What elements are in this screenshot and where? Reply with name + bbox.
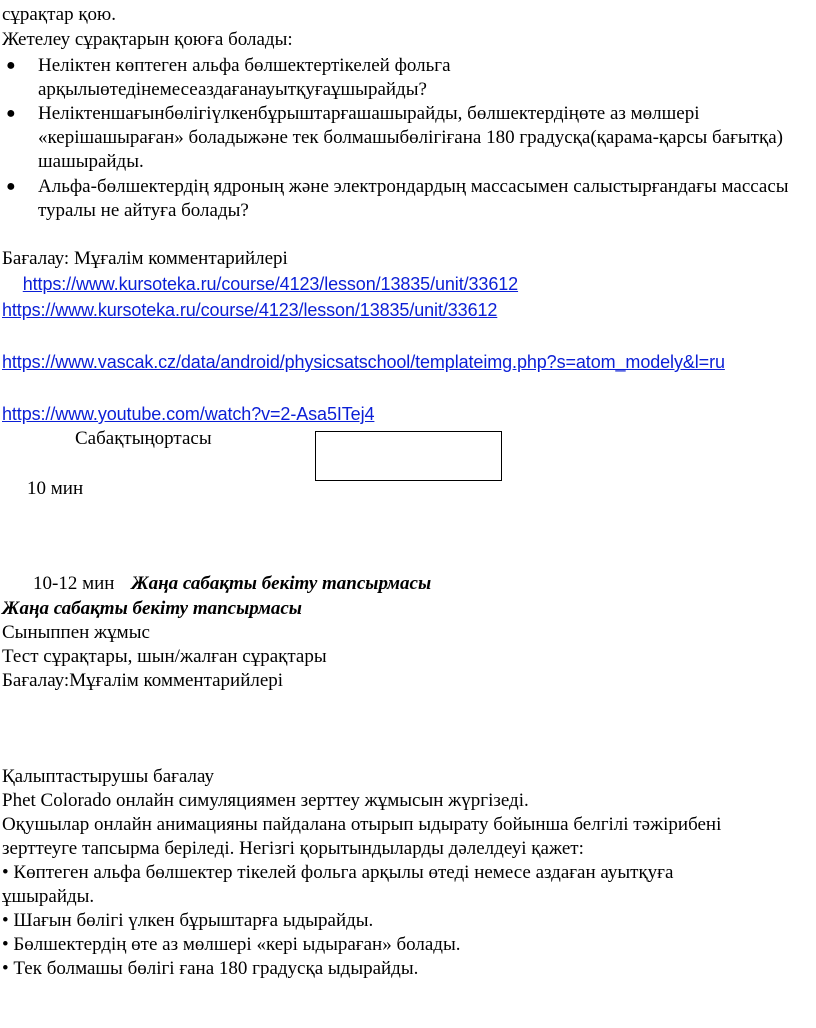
lesson-middle-label: Сабақтыңортасы: [75, 428, 212, 449]
link-row-3: [2, 350, 725, 375]
link-kursoteka-1[interactable]: https://www.kursoteka.ru/course/4123/lesson/13835/unit/33612: [22, 274, 519, 294]
link-row-1: [2, 272, 518, 297]
text-line-leading-questions: Жетелеу сұрақтарын қоюға болады:: [2, 29, 293, 50]
conclusion-3: • Бөлшектердің өте аз мөлшері «кері ыдыраған» болады.: [2, 934, 461, 955]
assessment-line: Бағалау: Мұғалім комментарийлері: [2, 248, 288, 269]
conclusion-1: • Көптеген альфа бөлшектер тікелей фольга арқылы өтеді немесе аздаған ауытқуға: [2, 862, 674, 883]
link-row-2: [2, 298, 497, 323]
bullet-dot-icon: ●: [6, 57, 16, 74]
bullet-text: Альфа-бөлшектердің ядроның және электрондардың массасымен салыстырғандағы массасы туралы не айтуға болады?: [38, 176, 789, 221]
link-kursoteka-2[interactable]: https://www.kursoteka.ru/course/4123/lesson/13835/unit/33612: [2, 300, 498, 320]
test-questions-line: Тест сұрақтары, шын/жалған сұрақтары: [2, 646, 327, 667]
bullet-text: Неліктен көптеген альфа бөлшектертікелей фольга арқылыөтедінемесеаздағанауытқуғаұшырайды?: [38, 55, 451, 100]
class-work-line: Сыныппен жұмыс: [2, 622, 150, 643]
students-line-2: зерттеуге тапсырма беріледі. Негізгі қорытындыларды дәлелдеуі қажет:: [2, 838, 584, 859]
students-line-1: Оқушылар онлайн анимацияны пайдалана отырып ыдырату бойынша белгілі тәжірибені: [2, 814, 722, 835]
bullet-dot-icon: ●: [6, 105, 16, 122]
link-vascak[interactable]: https://www.vascak.cz/data/android/physicsatschool/templateimg.php?s=atom_modely&l=ru: [2, 352, 725, 372]
time-task-row: [33, 572, 431, 596]
assessment-line-2: Бағалау:Мұғалім комментарийлері: [2, 670, 284, 691]
formative-assessment: Қалыптастырушы бағалау: [2, 766, 214, 787]
time-10-12-min: 10-12 мин: [33, 573, 115, 594]
bullet-text: Неліктеншағынбөлігіүлкенбұрыштарғашашырайды, бөлшектердіңөте аз мөлшері «керішашыраған» боладыжәне тек болмашыбөлігіғана 180 градусқа(қарама-қарсы бағытқа) шашырайды.: [38, 103, 783, 172]
bullet-dot-icon: ●: [6, 178, 16, 195]
text-line-questions: сұрақтар қою.: [2, 4, 116, 25]
phet-line: Phet Colorado онлайн симуляциямен зерттеу жұмысын жүргізеді.: [2, 790, 529, 811]
conclusion-1-cont: ұшырайды.: [2, 886, 95, 907]
time-10-min: 10 мин: [27, 478, 84, 499]
task-title: Жаңа сабақты бекіту тапсырмасы: [2, 598, 302, 619]
conclusion-4: • Тек болмашы бөлігі ғана 180 градусқа ыдырайды.: [2, 958, 419, 979]
link-youtube[interactable]: https://www.youtube.com/watch?v=2-Asa5ITej4: [2, 404, 375, 424]
empty-box: [315, 431, 502, 481]
link-row-4: [2, 402, 386, 427]
conclusion-2: • Шағын бөлігі үлкен бұрыштарға ыдырайды.: [2, 910, 374, 931]
task-title-inline: Жаңа сабақты бекіту тапсырмасы: [131, 573, 432, 594]
